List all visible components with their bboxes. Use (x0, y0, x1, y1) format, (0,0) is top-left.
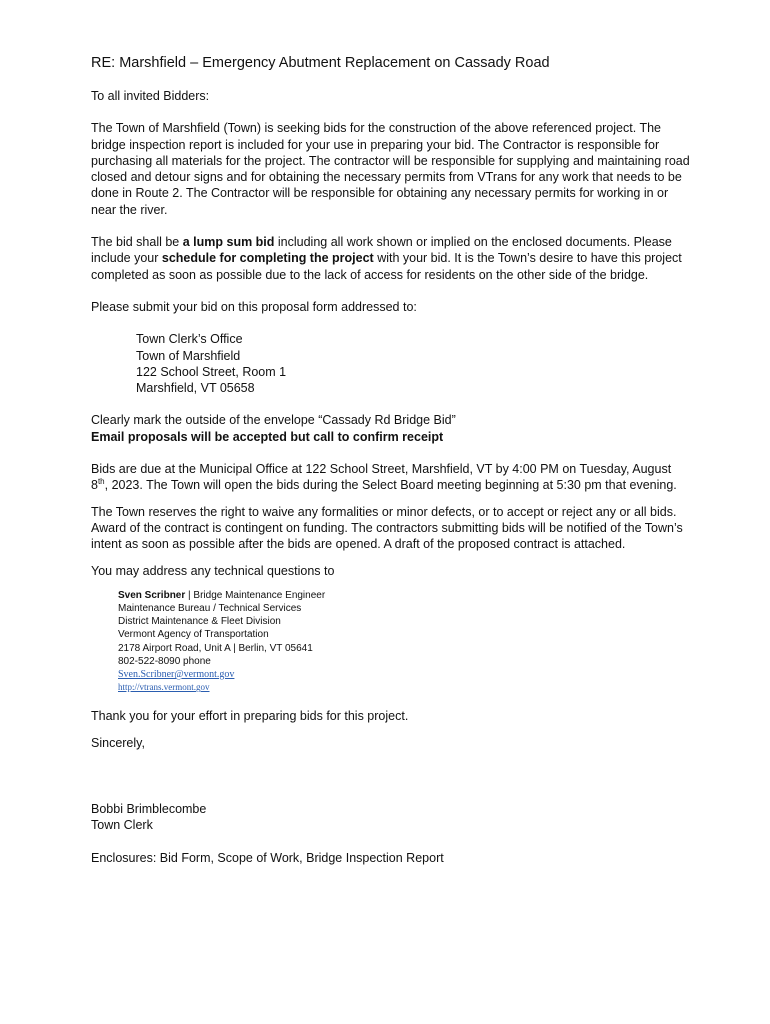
contact-email-link[interactable]: Sven.Scribner@vermont.gov (118, 669, 235, 681)
signer-block (91, 801, 691, 834)
contact-line: District Maintenance & Fleet Division (118, 616, 281, 628)
contact-name: Sven Scribner (118, 589, 186, 601)
mailing-address (136, 331, 691, 396)
bid-terms-text-1: The bid shall be (91, 235, 183, 250)
bid-terms-text-3: with your bid. It is the Town’s desire to have this project completed as soon as possible due to the lack of access for residents on the other side of the bridge. (91, 251, 682, 282)
address-line: Marshfield, VT 05658 (136, 381, 255, 396)
paragraph-submit: Please submit your bid on this proposal form addressed to: (91, 299, 417, 314)
letter-title: RE: Marshfield – Emergency Abutment Replacement on Cassady Road (91, 55, 550, 71)
signer-name: Bobbi Brimblecombe (91, 802, 207, 817)
schedule-emphasis: schedule for completing the project (161, 251, 374, 266)
salutation: To all invited Bidders: (91, 89, 210, 103)
contact-line: 2178 Airport Road, Unit A | Berlin, VT 05641 (118, 642, 313, 654)
contact-line: Vermont Agency of Transportation (118, 629, 269, 641)
paragraph-bid-terms (91, 234, 691, 283)
paragraph-questions: You may address any technical questions to (91, 563, 335, 578)
contact-line: Maintenance Bureau / Technical Services (118, 603, 302, 615)
contact-website-link[interactable]: http://vtrans.vermont.gov (118, 682, 210, 693)
paragraph-envelope (91, 412, 691, 445)
paragraph-intro: The Town of Marshfield (Town) is seeking bids for the construction of the above referenced project. The bridge inspection report is included for your use in preparing your bid. The Contractor is responsible for purchasing all materials for the project. The contractor will be responsible for supplying and maintaining road closed and detour signs and for obtaining the necessary permits from VTrans for any work that needs to be done in Route 2. The Contractor will be responsible for obtaining any necessary permits for working in or near the river. (91, 121, 690, 217)
contact-phone: 802-522-8090 phone (118, 655, 211, 667)
address-line: Town of Marshfield (136, 348, 241, 363)
envelope-instruction: Clearly mark the outside of the envelope “Cassady Rd Bridge Bid” (91, 413, 456, 428)
email-proposal-note: Email proposals will be accepted but call to confirm receipt (91, 429, 444, 444)
paragraph-reserves: The Town reserves the right to waive any formalities or minor defects, or to accept or reject any or all bids. Award of the contract is contingent on funding. The contractors submitting bids will be notified of the Town’s intent as soon as possible after the bids are opened. A draft of the proposed contract is attached. (91, 504, 683, 552)
address-line: 122 School Street, Room 1 (136, 364, 287, 379)
due-text-2: , 2023. The Town will open the bids during the Select Board meeting beginning at 5:30 pm that evening. (104, 478, 677, 493)
contact-title: | Bridge Maintenance Engineer (185, 589, 326, 601)
contact-name-line (118, 589, 691, 602)
letter (91, 54, 691, 882)
due-text-1: Bids are due at the Municipal Office at 122 School Street, Marshfield, VT by 4:00 PM on Tuesday, August 8 (91, 462, 672, 493)
ordinal-suffix: th (97, 477, 105, 487)
contact-signature-block (118, 589, 691, 695)
paragraph-thanks: Thank you for your effort in preparing bids for this project. (91, 709, 409, 724)
enclosures: Enclosures: Bid Form, Scope of Work, Bridge Inspection Report (91, 850, 444, 865)
signer-title: Town Clerk (91, 818, 153, 833)
lump-sum-emphasis: a lump sum bid (182, 235, 275, 250)
address-line: Town Clerk’s Office (136, 332, 243, 347)
bid-terms-text-2: including all work shown or implied on the enclosed documents. Please include your (91, 235, 672, 266)
paragraph-due-date (91, 461, 691, 494)
closing: Sincerely, (91, 735, 145, 750)
